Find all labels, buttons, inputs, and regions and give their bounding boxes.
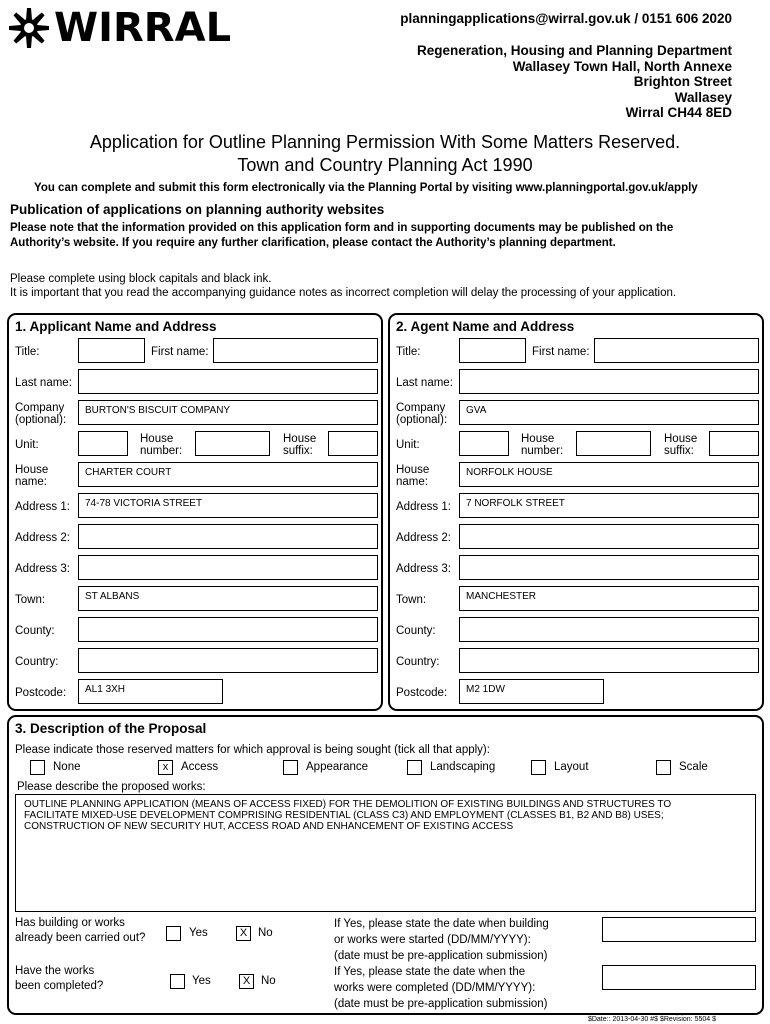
- description-line: FACILITATE MIXED-USE DEVELOPMENT COMPRISING RESIDENTIAL (CLASS C3) AND EMPLOYMENT (CLASSES B1, B2 AND B8) USES;: [24, 810, 664, 821]
- matter-none-checkbox[interactable]: [30, 760, 45, 775]
- wirral-star-icon: [8, 7, 50, 49]
- date-prompt-line: If Yes, please state the date when building: [334, 918, 549, 930]
- house-number-label: [521, 433, 563, 457]
- carried-out-no-label: No: [258, 927, 273, 939]
- company-label-line: (optional):: [15, 414, 67, 426]
- agent-town-field[interactable]: MANCHESTER: [459, 586, 759, 611]
- question-line: already been carried out?: [15, 932, 146, 944]
- carried-out-yes-checkbox[interactable]: [166, 926, 181, 941]
- house-suffix-label-line: House: [664, 433, 698, 445]
- address1-label: Address 1:: [396, 501, 451, 513]
- applicant-last-name-field[interactable]: [78, 369, 378, 394]
- county-label: County:: [15, 625, 55, 637]
- carried-out-yes-label: Yes: [189, 927, 208, 939]
- date-prompt-line: (date must be pre-application submission): [334, 950, 548, 962]
- first-name-label: First name:: [151, 346, 209, 358]
- house-number-label-line: number:: [140, 445, 183, 457]
- company-label-line: (optional):: [396, 414, 448, 426]
- matters-prompt: Please indicate those reserved matters for which approval is being sought (tick all that apply):: [15, 744, 490, 756]
- matter-access-label: Access: [181, 761, 219, 773]
- applicant-house-suffix-field[interactable]: [328, 431, 378, 456]
- address-line: Wirral CH44 8ED: [625, 105, 732, 120]
- house-number-label-line: House: [521, 433, 555, 445]
- description-line: CONSTRUCTION OF NEW SECURITY HUT, ACCESS ROAD AND ENHANCEMENT OF EXISTING ACCESS: [24, 821, 514, 832]
- title-label: Title:: [15, 346, 40, 358]
- describe-prompt: Please describe the proposed works:: [17, 781, 206, 793]
- logo-text: WIRRAL: [54, 5, 232, 51]
- agent-last-name-field[interactable]: [459, 369, 759, 394]
- house-suffix-label: [664, 433, 697, 457]
- date-prompt-line: (date must be pre-application submission): [334, 998, 548, 1010]
- house-number-label: [140, 433, 182, 457]
- matter-scale-checkbox[interactable]: [656, 760, 671, 775]
- unit-label: Unit:: [396, 439, 420, 451]
- start-date-prompt: [334, 916, 549, 964]
- matter-none-label: None: [53, 761, 81, 773]
- revision-footer: $Date:: 2013-04-30 #$ $Revision: 5504 $: [587, 1016, 716, 1023]
- address3-label: Address 3:: [15, 563, 70, 575]
- date-prompt-line: or works were started (DD/MM/YYYY):: [334, 934, 531, 946]
- proposal-heading: 3. Description of the Proposal: [15, 721, 207, 736]
- house-suffix-label-line: suffix:: [283, 445, 313, 457]
- agent-postcode-field[interactable]: M2 1DW: [459, 679, 604, 704]
- matter-layout-label: Layout: [554, 761, 589, 773]
- agent-address1-field[interactable]: 7 NORFOLK STREET: [459, 493, 759, 518]
- town-label: Town:: [396, 594, 427, 606]
- house-suffix-label: [283, 433, 316, 457]
- agent-country-field[interactable]: [459, 648, 759, 673]
- carried-out-no-checkbox[interactable]: X: [236, 926, 251, 941]
- wirral-logo: [8, 7, 231, 49]
- agent-heading: 2. Agent Name and Address: [396, 319, 575, 334]
- matter-scale-label: Scale: [679, 761, 708, 773]
- question-line: been completed?: [15, 980, 104, 992]
- applicant-county-field[interactable]: [78, 617, 378, 642]
- last-name-label: Last name:: [15, 377, 72, 389]
- completed-no-label: No: [261, 975, 276, 987]
- applicant-unit-field[interactable]: [78, 431, 128, 456]
- country-label: Country:: [396, 656, 440, 668]
- matter-access-checkbox[interactable]: x: [158, 760, 173, 775]
- start-date-field[interactable]: [602, 917, 756, 942]
- house-name-label-line: House: [15, 464, 49, 476]
- applicant-country-field[interactable]: [78, 648, 378, 673]
- portal-note: You can complete and submit this form electronically via the Planning Portal by visiting www.planningportal.gov.uk/apply: [34, 182, 698, 194]
- department-address: [417, 43, 732, 121]
- instruction-1: Please complete using block capitals and black ink.: [10, 273, 272, 285]
- agent-title-field[interactable]: [459, 338, 526, 363]
- address2-label: Address 2:: [396, 532, 451, 544]
- first-name-label: First name:: [532, 346, 590, 358]
- applicant-company-field[interactable]: BURTON'S BISCUIT COMPANY: [78, 400, 378, 425]
- town-label: Town:: [15, 594, 46, 606]
- form-subtitle: Town and Country Planning Act 1990: [237, 155, 533, 175]
- house-suffix-label-line: suffix:: [664, 445, 694, 457]
- applicant-house-name-field[interactable]: CHARTER COURT: [78, 462, 378, 487]
- matter-landscaping-label: Landscaping: [430, 761, 496, 773]
- agent-unit-field[interactable]: [459, 431, 509, 456]
- postcode-label: Postcode:: [396, 687, 448, 699]
- agent-company-field[interactable]: GVA: [459, 400, 759, 425]
- agent-first-name-field[interactable]: [594, 338, 759, 363]
- applicant-address2-field[interactable]: [78, 524, 378, 549]
- form-title: Application for Outline Planning Permission With Some Matters Reserved.: [89, 132, 681, 152]
- question-line: Have the works: [15, 965, 95, 977]
- county-label: County:: [396, 625, 436, 637]
- publication-text-2: Authority’s website. If you require any further clarification, please contact the Authority’s planning department.: [10, 237, 616, 249]
- date-prompt-line: works were completed (DD/MM/YYYY):: [334, 982, 536, 994]
- proposal-section: [7, 715, 764, 1015]
- completed-no-checkbox[interactable]: X: [239, 974, 254, 989]
- applicant-title-field[interactable]: [78, 338, 145, 363]
- last-name-label: Last name:: [396, 377, 453, 389]
- agent-address2-field[interactable]: [459, 524, 759, 549]
- date-prompt-line: If Yes, please state the date when the: [334, 966, 526, 978]
- address-line: Wallasey: [674, 89, 732, 105]
- matter-appearance-label: Appearance: [306, 761, 369, 773]
- house-name-label-line: name:: [15, 476, 47, 488]
- address1-label: Address 1:: [15, 501, 70, 513]
- address-line: Brighton Street: [633, 74, 732, 89]
- company-label: [396, 402, 447, 426]
- description-field[interactable]: [15, 794, 756, 912]
- agent-house-suffix-field[interactable]: [709, 431, 759, 456]
- agent-section: [388, 313, 764, 711]
- house-name-label: [396, 464, 429, 488]
- matter-landscaping-checkbox[interactable]: [407, 760, 422, 775]
- question-line: Has building or works: [15, 917, 125, 929]
- contact-line: planningapplications@wirral.gov.uk / 0151 606 2020: [400, 11, 732, 26]
- completion-date-field[interactable]: [602, 965, 756, 990]
- house-suffix-label-line: House: [283, 433, 317, 445]
- company-label-line: Company: [15, 402, 65, 414]
- house-number-label-line: House: [140, 433, 174, 445]
- company-label: [15, 402, 66, 426]
- unit-label: Unit:: [15, 439, 39, 451]
- publication-text-1: Please note that the information provided on this application form and in supporting documents may be published on the: [10, 222, 674, 234]
- address2-label: Address 2:: [15, 532, 70, 544]
- company-label-line: Company: [396, 402, 446, 414]
- agent-county-field[interactable]: [459, 617, 759, 642]
- applicant-town-field[interactable]: ST ALBANS: [78, 586, 378, 611]
- applicant-house-number-field[interactable]: [195, 431, 270, 456]
- applicant-first-name-field[interactable]: [213, 338, 378, 363]
- matter-appearance-checkbox[interactable]: [283, 760, 298, 775]
- applicant-address1-field[interactable]: 74-78 VICTORIA STREET: [78, 493, 378, 518]
- matter-layout-checkbox[interactable]: [531, 760, 546, 775]
- applicant-postcode-field[interactable]: AL1 3XH: [78, 679, 223, 704]
- house-name-label-line: name:: [396, 476, 428, 488]
- applicant-address3-field[interactable]: [78, 555, 378, 580]
- address3-label: Address 3:: [396, 563, 451, 575]
- works-completed-question: [15, 964, 103, 994]
- address-line: Wallasey Town Hall, North Annexe: [512, 58, 732, 74]
- postcode-label: Postcode:: [15, 687, 67, 699]
- house-number-label-line: number:: [521, 445, 564, 457]
- country-label: Country:: [15, 656, 59, 668]
- description-line: OUTLINE PLANNING APPLICATION (MEANS OF ACCESS FIXED) FOR THE DEMOLITION OF EXISTING BUILDINGS AND STRUCTURES TO: [24, 799, 672, 810]
- agent-address3-field[interactable]: [459, 555, 759, 580]
- publication-heading: Publication of applications on planning authority websites: [10, 202, 385, 217]
- title-label: Title:: [396, 346, 421, 358]
- house-name-label: [15, 464, 48, 488]
- agent-house-name-field[interactable]: NORFOLK HOUSE: [459, 462, 759, 487]
- house-name-label-line: House: [396, 464, 430, 476]
- instruction-2: It is important that you read the accompanying guidance notes as incorrect completion will delay the processing of your application.: [10, 287, 677, 299]
- works-carried-out-question: [15, 916, 145, 946]
- address-line: Regeneration, Housing and Planning Department: [416, 43, 732, 58]
- completed-yes-checkbox[interactable]: [170, 974, 185, 989]
- agent-house-number-field[interactable]: [576, 431, 651, 456]
- applicant-heading: 1. Applicant Name and Address: [15, 319, 217, 334]
- completion-date-prompt: [334, 964, 548, 1012]
- applicant-section: [7, 313, 383, 711]
- completed-yes-label: Yes: [192, 975, 211, 987]
